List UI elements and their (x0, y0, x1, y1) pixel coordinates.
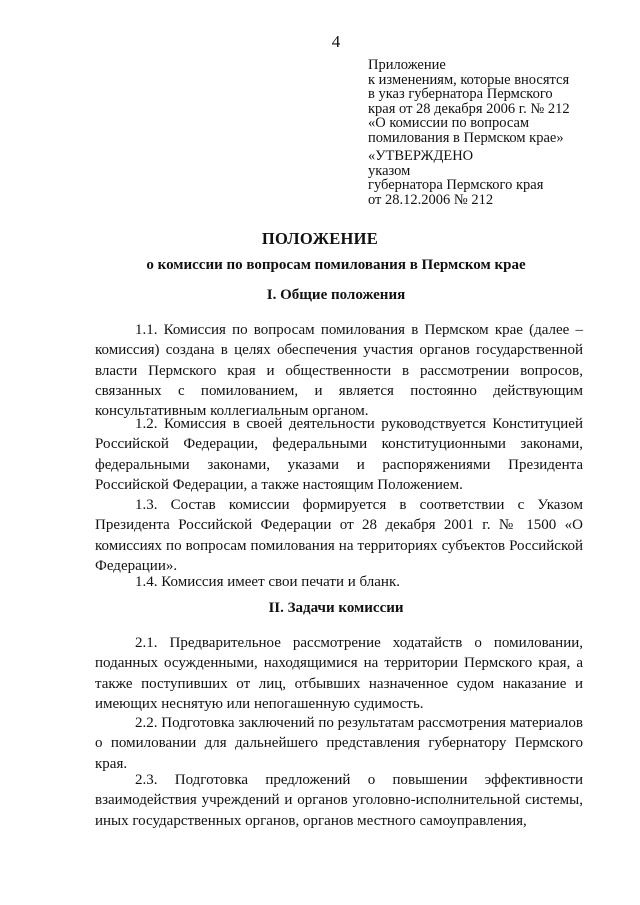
approval-block (368, 149, 543, 207)
appendix-line: края от 28 декабря 2006 г. № 212 (368, 100, 570, 117)
section-heading-tasks: II. Задачи комиссии (268, 600, 404, 616)
paragraph-1-2: 1.2. Комиссия в своей деятельности руководствуется Конституцией Российской Федерации, федеральными конституционными законами, федеральными законами, указами и распоряжениями Президента Российской Федерации, а также настоящим Положением. (95, 416, 583, 493)
appendix-line: помилования в Пермском крае» (368, 129, 564, 146)
appendix-line: «О комиссии по вопросам (368, 115, 530, 131)
paragraph-1-3: 1.3. Состав комиссии формируется в соответствии с Указом Президента Российской Федерации от 28 декабря 2001 г. № 1500 «О комиссиях по вопросам помилования на территориях субъектов Российской Федерации». (95, 497, 583, 574)
section-heading-general: I. Общие положения (266, 287, 406, 303)
appendix-line: Приложение (368, 57, 446, 73)
page-number: 4 (331, 32, 341, 51)
approval-line: указом (368, 162, 411, 179)
paragraph-2-1: 2.1. Предварительное рассмотрение ходатайств о помиловании, поданных осужденными, находящимися на территории Пермского края, а также поступивших от лиц, отбывших назначенное судом наказание и имеющих неснятую или непогашенную судимость. (95, 635, 583, 712)
paragraph-1-4: 1.4. Комиссия имеет свои печати и бланк. (135, 574, 400, 590)
paragraph-2-3: 2.3. Подготовка предложений о повышении эффективности взаимодействия учреждений и органов уголовно-исполнительной системы, иных государственных органов, органов местного самоуправления, (95, 772, 583, 829)
document-subtitle: о комиссии по вопросам помилования в Пермском крае (146, 257, 526, 273)
approval-line: «УТВЕРЖДЕНО (368, 148, 474, 164)
paragraph-1-1: 1.1. Комиссия по вопросам помилования в Пермском крае (далее – комиссия) создана в целях обеспечения участия органов государственной власти Пермского края и общественности в рассмотрении вопросов, связанных с помилованием, и является постоянно действующим консультативным коллегиальным органом. (95, 322, 583, 420)
appendix-line: к изменениям, которые вносятся (368, 71, 570, 88)
paragraph-2-2: 2.2. Подготовка заключений по результатам рассмотрения материалов о помиловании для дальнейшего представления губернатору Пермского края. (95, 715, 583, 772)
approval-line: от 28.12.2006 № 212 (368, 191, 494, 208)
document-title: ПОЛОЖЕНИЕ (261, 229, 379, 248)
appendix-line: в указ губернатора Пермского (368, 86, 553, 102)
approval-line: губернатора Пермского края (368, 177, 544, 193)
appendix-block (368, 58, 570, 145)
